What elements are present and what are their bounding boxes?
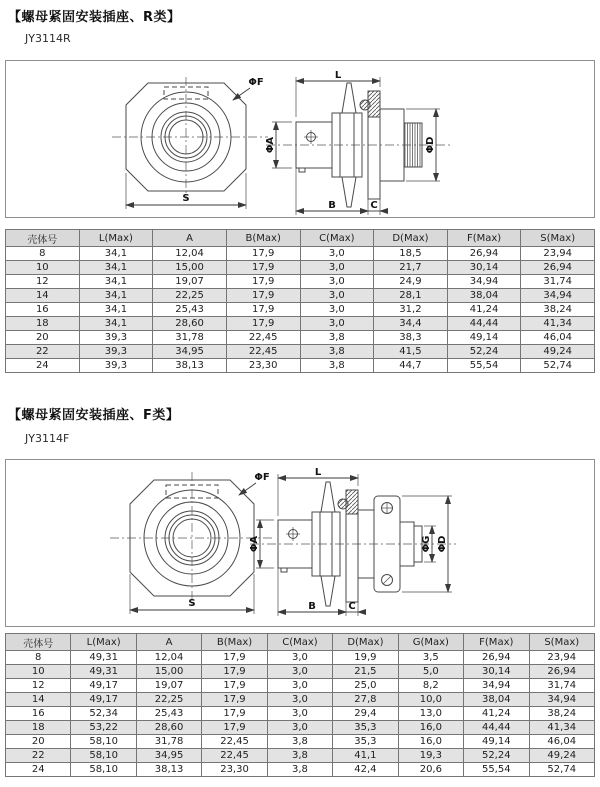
table-cell: 34,95 (153, 345, 227, 359)
table-cell: 3,8 (267, 735, 332, 749)
table-cell: 3,0 (300, 261, 374, 275)
table-cell: 41,34 (529, 721, 595, 735)
column-header: F(Max) (464, 634, 529, 651)
table-cell: 3,0 (300, 317, 374, 331)
table-cell: 23,94 (521, 247, 595, 261)
column-header: F(Max) (447, 230, 521, 247)
table-cell: 24 (6, 763, 71, 777)
table-cell: 8 (6, 247, 80, 261)
table-row (6, 261, 595, 275)
table-row (6, 749, 595, 763)
table-cell: 10 (6, 665, 71, 679)
table-cell: 35,3 (333, 721, 398, 735)
table-row (6, 679, 595, 693)
dim-label-c: C (370, 200, 378, 211)
table-cell: 26,94 (521, 261, 595, 275)
table-cell: 23,30 (202, 763, 267, 777)
table-cell: 30,14 (447, 261, 521, 275)
table-cell: 22,45 (226, 345, 300, 359)
dimension-table-f (5, 633, 595, 777)
column-header: C(Max) (300, 230, 374, 247)
table-cell: 3,5 (398, 651, 463, 665)
dim-l (296, 70, 380, 117)
dim-label-phi-d: ΦD (437, 535, 448, 553)
table-cell: 39,3 (79, 359, 153, 373)
table-cell: 22,25 (136, 693, 201, 707)
table-cell: 17,9 (226, 247, 300, 261)
dim-label-phi-d: ΦD (425, 136, 436, 154)
table-cell: 21,5 (333, 665, 398, 679)
dim-label-phi-f: ΦF (248, 77, 264, 88)
table-cell: 10 (6, 261, 80, 275)
dim-c (338, 601, 366, 616)
table-cell: 49,14 (447, 331, 521, 345)
table-cell: 28,60 (136, 721, 201, 735)
column-header: B(Max) (226, 230, 300, 247)
model-number-f: JY3114F (25, 432, 70, 445)
table-cell: 34,1 (79, 275, 153, 289)
table-cell: 19,9 (333, 651, 398, 665)
table-row (6, 707, 595, 721)
dim-label-b: B (308, 601, 316, 612)
table-row (6, 665, 595, 679)
table-cell: 3,0 (267, 651, 332, 665)
table-cell: 28,1 (374, 289, 448, 303)
column-header: D(Max) (333, 634, 398, 651)
table-cell: 13,0 (398, 707, 463, 721)
table-cell: 3,8 (300, 331, 374, 345)
dim-label-c: C (348, 601, 356, 612)
table-cell: 38,13 (153, 359, 227, 373)
dim-c (360, 199, 388, 215)
table-cell: 15,00 (136, 665, 201, 679)
table-cell: 41,5 (374, 345, 448, 359)
table-cell: 17,9 (202, 651, 267, 665)
table-cell: 3,0 (300, 247, 374, 261)
column-header: D(Max) (374, 230, 448, 247)
table-cell: 18,5 (374, 247, 448, 261)
table-cell: 34,94 (447, 275, 521, 289)
table-cell: 49,14 (464, 735, 529, 749)
table-cell: 3,0 (300, 289, 374, 303)
column-header: S(Max) (521, 230, 595, 247)
table-cell: 3,0 (267, 679, 332, 693)
table-cell: 34,4 (374, 317, 448, 331)
table-cell: 3,0 (300, 303, 374, 317)
dim-label-phi-f: ΦF (254, 472, 270, 483)
table-row (6, 651, 595, 665)
table-cell: 15,00 (153, 261, 227, 275)
cable-barrel (296, 122, 332, 172)
table-cell: 3,0 (267, 693, 332, 707)
table-cell: 31,74 (521, 275, 595, 289)
table-cell: 52,24 (464, 749, 529, 763)
table-cell: 38,04 (447, 289, 521, 303)
table-cell: 22,25 (153, 289, 227, 303)
mounting-flange (346, 490, 358, 602)
table-cell: 25,43 (136, 707, 201, 721)
section-title-r: 【螺母紧固安装插座、R类】 (8, 10, 181, 25)
table-cell: 17,9 (226, 303, 300, 317)
table-cell: 27,8 (333, 693, 398, 707)
table-row (6, 693, 595, 707)
table-cell: 20 (6, 735, 71, 749)
dimension-table-r (5, 229, 595, 373)
cable-barrel (278, 520, 312, 572)
table-cell: 20 (6, 331, 80, 345)
table-cell: 35,3 (333, 735, 398, 749)
dim-label-phi-a: ΦA (265, 136, 276, 154)
table-cell: 14 (6, 289, 80, 303)
table-header-row (6, 634, 595, 651)
table-cell: 22,45 (202, 735, 267, 749)
table-cell: 12,04 (136, 651, 201, 665)
column-header: A (153, 230, 227, 247)
table-cell: 24,9 (374, 275, 448, 289)
table-cell: 46,04 (521, 331, 595, 345)
table-cell: 16,0 (398, 735, 463, 749)
table-cell: 3,8 (300, 359, 374, 373)
table-cell: 31,78 (136, 735, 201, 749)
table-cell: 55,54 (464, 763, 529, 777)
table-cell: 20,6 (398, 763, 463, 777)
table-cell: 49,31 (71, 651, 136, 665)
table-cell: 44,44 (447, 317, 521, 331)
column-header: G(Max) (398, 634, 463, 651)
table-cell: 3,0 (267, 665, 332, 679)
table-cell: 8,2 (398, 679, 463, 693)
table-cell: 34,1 (79, 289, 153, 303)
table-cell: 18 (6, 721, 71, 735)
table-cell: 34,1 (79, 247, 153, 261)
table-row (6, 735, 595, 749)
table-cell: 16 (6, 303, 80, 317)
table-row (6, 359, 595, 373)
table-cell: 41,34 (521, 317, 595, 331)
table-cell: 39,3 (79, 331, 153, 345)
side-view-drawing-f (248, 466, 460, 621)
section-title-f: 【螺母紧固安装插座、F类】 (8, 408, 180, 423)
table-cell: 17,9 (202, 693, 267, 707)
table-header-row (6, 230, 595, 247)
table-cell: 58,10 (71, 749, 136, 763)
dim-phi-f (233, 77, 264, 100)
table-cell: 19,07 (136, 679, 201, 693)
table-cell: 49,17 (71, 693, 136, 707)
dim-label-s: S (182, 193, 190, 204)
table-cell: 38,3 (374, 331, 448, 345)
table-cell: 39,3 (79, 345, 153, 359)
table-cell: 49,17 (71, 679, 136, 693)
table-cell: 3,8 (267, 763, 332, 777)
table-cell: 58,10 (71, 735, 136, 749)
column-header: L(Max) (79, 230, 153, 247)
table-cell: 17,9 (226, 317, 300, 331)
dim-label-l: L (334, 70, 342, 81)
column-header: C(Max) (267, 634, 332, 651)
dim-label-phi-g: ΦG (421, 535, 432, 553)
table-cell: 34,94 (521, 289, 595, 303)
column-header: L(Max) (71, 634, 136, 651)
column-header: S(Max) (529, 634, 595, 651)
table-cell: 22 (6, 345, 80, 359)
table-cell: 46,04 (529, 735, 595, 749)
table-cell: 38,24 (529, 707, 595, 721)
table-cell: 17,9 (202, 679, 267, 693)
table-cell: 53,22 (71, 721, 136, 735)
table-cell: 52,74 (521, 359, 595, 373)
column-header: 壳体号 (6, 230, 80, 247)
table-cell: 52,34 (71, 707, 136, 721)
table-cell: 12,04 (153, 247, 227, 261)
table-cell: 16 (6, 707, 71, 721)
column-header: B(Max) (202, 634, 267, 651)
table-cell: 55,54 (447, 359, 521, 373)
dim-label-l: L (314, 467, 322, 478)
table-row (6, 721, 595, 735)
dim-label-b: B (328, 200, 336, 211)
table-cell: 3,8 (267, 749, 332, 763)
table-cell: 23,30 (226, 359, 300, 373)
table-cell: 38,24 (521, 303, 595, 317)
table-cell: 8 (6, 651, 71, 665)
drawing-frame-f (5, 459, 595, 627)
table-cell: 5,0 (398, 665, 463, 679)
side-view-drawing-r (264, 69, 456, 221)
table-cell: 12 (6, 679, 71, 693)
table-cell: 12 (6, 275, 80, 289)
table-cell: 38,04 (464, 693, 529, 707)
table-cell: 22,45 (202, 749, 267, 763)
table-row (6, 763, 595, 777)
table-cell: 17,9 (226, 261, 300, 275)
table-cell: 41,1 (333, 749, 398, 763)
table-cell: 34,1 (79, 261, 153, 275)
table-row (6, 247, 595, 261)
table-cell: 29,4 (333, 707, 398, 721)
table-cell: 31,74 (529, 679, 595, 693)
table-row (6, 345, 595, 359)
table-cell: 17,9 (226, 275, 300, 289)
table-cell: 44,44 (464, 721, 529, 735)
table-row (6, 303, 595, 317)
model-number-r: JY3114R (25, 32, 71, 45)
column-header: A (136, 634, 201, 651)
table-cell: 34,1 (79, 317, 153, 331)
table-cell: 3,0 (267, 707, 332, 721)
table-row (6, 331, 595, 345)
table-cell: 34,94 (529, 693, 595, 707)
table-cell: 16,0 (398, 721, 463, 735)
table-cell: 21,7 (374, 261, 448, 275)
table-cell: 14 (6, 693, 71, 707)
table-cell: 22,45 (226, 331, 300, 345)
table-row (6, 317, 595, 331)
front-view-drawing-r (106, 73, 278, 215)
table-cell: 3,0 (267, 721, 332, 735)
table-cell: 19,3 (398, 749, 463, 763)
table-cell: 17,9 (202, 707, 267, 721)
table-cell: 17,9 (202, 721, 267, 735)
dim-label-phi-a: ΦA (249, 535, 260, 553)
column-header: 壳体号 (6, 634, 71, 651)
table-cell: 42,4 (333, 763, 398, 777)
table-cell: 28,60 (153, 317, 227, 331)
table-cell: 19,07 (153, 275, 227, 289)
table-cell: 34,94 (464, 679, 529, 693)
table-cell: 41,24 (464, 707, 529, 721)
table-cell: 18 (6, 317, 80, 331)
table-cell: 49,24 (529, 749, 595, 763)
table-cell: 3,8 (300, 345, 374, 359)
drawing-frame-r (5, 60, 595, 218)
table-cell: 26,94 (464, 651, 529, 665)
table-cell: 10,0 (398, 693, 463, 707)
table-cell: 34,1 (79, 303, 153, 317)
table-cell: 26,94 (447, 247, 521, 261)
table-cell: 17,9 (226, 289, 300, 303)
table-cell: 25,0 (333, 679, 398, 693)
dim-label-s: S (188, 598, 196, 609)
table-row (6, 275, 595, 289)
table-cell: 26,94 (529, 665, 595, 679)
table-cell: 31,78 (153, 331, 227, 345)
table-cell: 24 (6, 359, 80, 373)
table-cell: 30,14 (464, 665, 529, 679)
table-cell: 34,95 (136, 749, 201, 763)
table-cell: 49,31 (71, 665, 136, 679)
table-cell: 38,13 (136, 763, 201, 777)
table-cell: 22 (6, 749, 71, 763)
table-cell: 41,24 (447, 303, 521, 317)
knurled-nut (404, 123, 422, 167)
table-cell: 44,7 (374, 359, 448, 373)
table-cell: 3,0 (300, 275, 374, 289)
table-cell: 52,74 (529, 763, 595, 777)
table-cell: 58,10 (71, 763, 136, 777)
table-cell: 31,2 (374, 303, 448, 317)
table-cell: 52,24 (447, 345, 521, 359)
table-cell: 23,94 (529, 651, 595, 665)
table-cell: 25,43 (153, 303, 227, 317)
table-cell: 49,24 (521, 345, 595, 359)
table-cell: 17,9 (202, 665, 267, 679)
table-row (6, 289, 595, 303)
